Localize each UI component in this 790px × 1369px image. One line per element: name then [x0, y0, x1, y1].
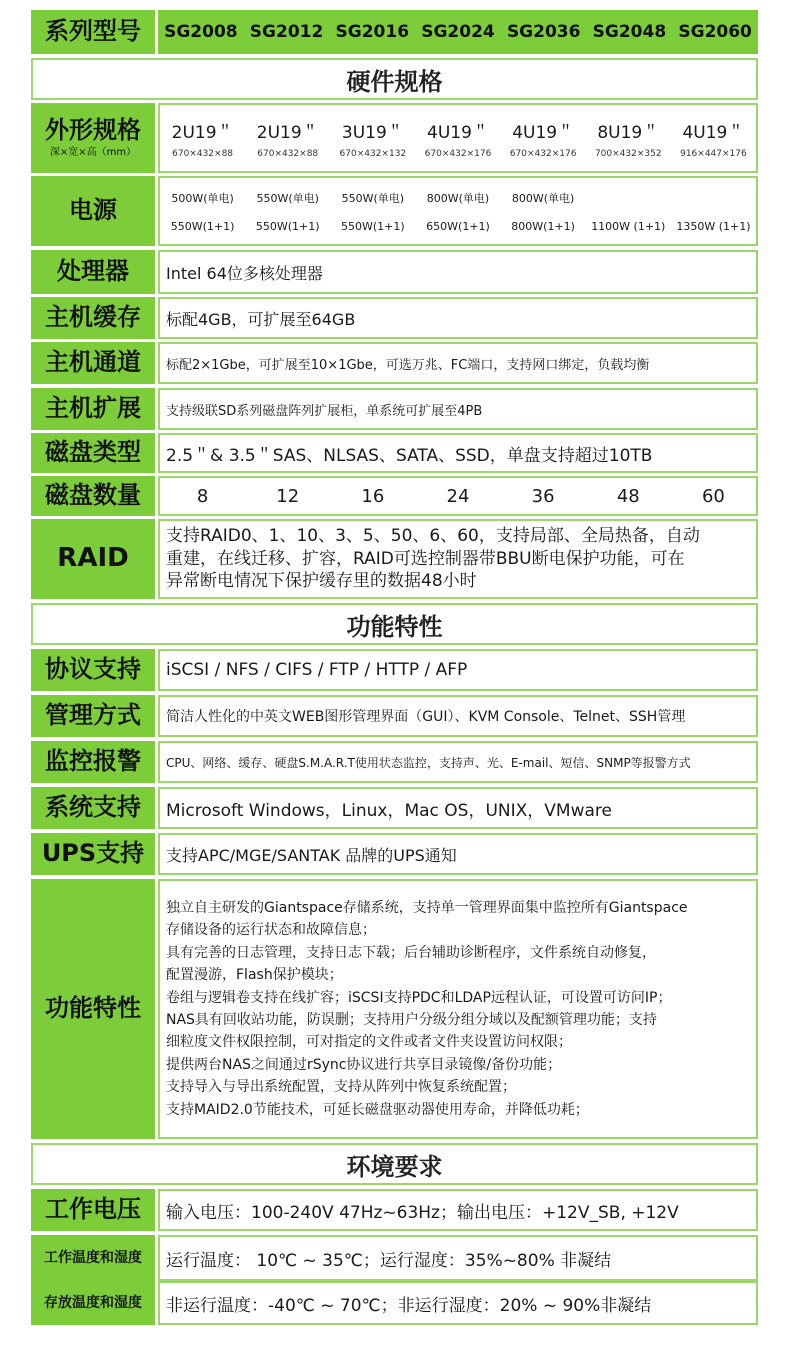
model-name: SG2008 [164, 22, 238, 42]
expansion-label: 主机扩展 [31, 388, 155, 430]
rack-size: 4U19＂ [427, 122, 489, 143]
channel-value: 标配2×1Gbe，可扩展至10×1Gbe，可选万兆、FC端口，支持网口绑定，负载均衡 [158, 342, 758, 384]
raid-line: 异常断电情况下保护缓存里的数据48小时 [166, 571, 477, 592]
power-redundant: 800W(1+1) [511, 219, 575, 233]
disk-count-cell [158, 476, 758, 516]
power-column [671, 190, 756, 233]
rack-size: 2U19＂ [171, 122, 234, 143]
section-hardware-title: 硬件规格 [31, 58, 758, 100]
raid-line: 重建，在线迁移、扩容，RAID可选控制器带BBU断电保护功能，可在 [166, 548, 685, 569]
monitoring-label: 监控报警 [31, 741, 155, 783]
op-temp-label: 工作温度和湿度 [31, 1235, 155, 1281]
expansion-value: 支持级联SD系列磁盘阵列扩展柜，单系统可扩展至4PB [158, 388, 758, 430]
form-factor-label: 外形规格 深×宽×高（mm） [31, 103, 155, 173]
power-column [415, 190, 500, 233]
function-line: 配置漫游，Flash保护模块； [166, 967, 343, 984]
model-name: SG2048 [592, 22, 667, 42]
rack-size: 2U19＂ [256, 122, 319, 143]
form-factor-column [671, 118, 756, 159]
dimensions: 670×432×176 [424, 148, 492, 159]
power-single: 550W(单电) [341, 191, 405, 205]
disk-count-label: 磁盘数量 [31, 476, 155, 516]
model-name: SG2024 [421, 22, 495, 42]
rack-size: 3U19＂ [341, 122, 404, 143]
power-redundant: 550W(1+1) [170, 219, 235, 233]
op-temp-value: 运行温度： 10℃ ~ 35℃；运行湿度：35%~80% 非凝结 [158, 1235, 758, 1281]
disk-count-value: 36 [531, 485, 555, 507]
power-column [330, 190, 415, 233]
power-redundant: 650W(1+1) [426, 219, 490, 233]
model-name: SG2016 [335, 22, 410, 42]
power-single: 550W(单电) [256, 191, 319, 205]
protocol-value: iSCSI / NFS / CIFS / FTP / HTTP / AFP [158, 649, 758, 691]
form-factor-column [330, 118, 415, 159]
disk-type-value: 2.5＂& 3.5＂SAS、NLSAS、SATA、SSD，单盘支持超过10TB [158, 433, 758, 473]
dimensions: 670×432×88 [172, 148, 234, 159]
rack-size: 4U19＂ [682, 122, 745, 143]
power-column [160, 190, 245, 233]
ups-value: 支持APC/MGE/SANTAK 品牌的UPS通知 [158, 833, 758, 875]
model-header-row [158, 10, 758, 54]
dimensions: 670×432×132 [339, 148, 407, 159]
cache-value: 标配4GB，可扩展至64GB [158, 297, 758, 339]
form-factor-cell [158, 103, 758, 173]
power-column [586, 190, 671, 233]
function-line: 细粒度文件权限控制，可对指定的文件或者文件夹设置访问权限； [166, 1034, 572, 1051]
disk-type-label: 磁盘类型 [31, 433, 155, 473]
function-line: 支持导入与导出系统配置，支持从阵列中恢复系统配置； [166, 1079, 516, 1096]
rack-size: 8U19＂ [597, 122, 660, 143]
section-environment-title: 环境要求 [31, 1143, 758, 1185]
dimensions: 670×432×176 [509, 148, 577, 159]
form-factor-column [245, 118, 330, 159]
storage-temp-value: 非运行温度：-40℃ ~ 70℃；非运行湿度：20% ~ 90%非凝结 [158, 1281, 758, 1325]
power-cell [158, 176, 758, 246]
disk-count-value: 16 [361, 485, 385, 507]
disk-count-value: 48 [616, 485, 640, 507]
power-single: 500W(单电) [171, 191, 234, 205]
disk-count-value: 24 [446, 485, 470, 507]
power-single [586, 190, 671, 204]
disk-count-value: 8 [196, 485, 209, 507]
management-value: 简洁人性化的中英文WEB图形管理界面（GUI）、KVM Console、Telnet、SSH管理 [158, 695, 758, 737]
form-factor-column [415, 118, 500, 159]
power-single [671, 190, 756, 204]
disk-count-value: 60 [701, 485, 725, 507]
storage-temp-label: 存放温度和湿度 [31, 1281, 155, 1325]
function-line: 提供两台NAS之间通过rSync协议进行共享目录镜像/备份功能； [166, 1056, 562, 1073]
function-line: 具有完善的日志管理，支持日志下载；后台辅助诊断程序，文件系统自动修复， [166, 944, 656, 961]
raid-line: 支持RAID0、1、10、3、5、50、6、60，支持局部、全局热备，自动 [166, 525, 700, 546]
function-line: NAS具有回收站功能，防误删；支持用户分级分组分域以及配额管理功能；支持 [166, 1012, 657, 1028]
raid-label: RAID [31, 519, 155, 599]
power-redundant: 1100W (1+1) [591, 219, 666, 233]
disk-count-value: 12 [276, 485, 300, 507]
function-line: 卷组与逻辑卷支持在线扩容；iSCSI支持PDC和LDAP远程认证，可设置可访问IP； [166, 989, 672, 1006]
protocol-label: 协议支持 [31, 649, 155, 691]
function-line: 独立自主研发的Giantspace存储系统，支持单一管理界面集中监控所有Giantspace [166, 900, 688, 917]
form-factor-column [501, 118, 586, 159]
ups-label: UPS支持 [31, 833, 155, 875]
section-features-title: 功能特性 [31, 603, 758, 645]
raid-value [158, 519, 758, 599]
dimensions: 700×432×352 [594, 148, 662, 159]
form-factor-column [586, 118, 671, 159]
power-column [501, 190, 586, 233]
power-single: 800W(单电) [426, 191, 490, 205]
channel-label: 主机通道 [31, 342, 155, 384]
power-redundant: 550W(1+1) [341, 219, 405, 233]
power-single: 800W(单电) [511, 191, 575, 205]
model-name: SG2036 [506, 22, 581, 42]
form-factor-column [160, 118, 245, 159]
power-redundant: 550W(1+1) [255, 219, 320, 233]
os-label: 系统支持 [31, 787, 155, 829]
cache-label: 主机缓存 [31, 297, 155, 339]
rack-size: 4U19＂ [512, 122, 575, 143]
function-line: 存储设备的运行状态和故障信息； [166, 922, 376, 939]
function-line: 支持MAID2.0节能技术，可延长磁盘驱动器使用寿命，并降低功耗； [166, 1101, 589, 1118]
processor-value: Intel 64位多核处理器 [158, 250, 758, 294]
voltage-value: 输入电压：100-240V 47Hz~63Hz；输出电压：+12V_SB, +12V [158, 1189, 758, 1231]
power-column [245, 190, 330, 233]
model-name: SG2012 [249, 22, 324, 42]
functions-value [158, 879, 758, 1139]
processor-label: 处理器 [31, 250, 155, 294]
functions-label: 功能特性 [31, 879, 155, 1139]
os-value: Microsoft Windows，Linux，Mac OS，UNIX，VMware [158, 787, 758, 829]
dimensions: 670×432×88 [257, 148, 319, 159]
voltage-label: 工作电压 [31, 1189, 155, 1231]
power-label: 电源 [31, 176, 155, 246]
dimensions: 916×447×176 [680, 148, 747, 159]
series-model-label: 系列型号 [31, 10, 155, 54]
monitoring-value: CPU、网络、缓存、硬盘S.M.A.R.T使用状态监控，支持声、光、E-mail、短信、SNMP等报警方式 [158, 741, 758, 783]
power-redundant: 1350W (1+1) [676, 219, 751, 233]
model-name: SG2060 [678, 22, 752, 42]
management-label: 管理方式 [31, 695, 155, 737]
